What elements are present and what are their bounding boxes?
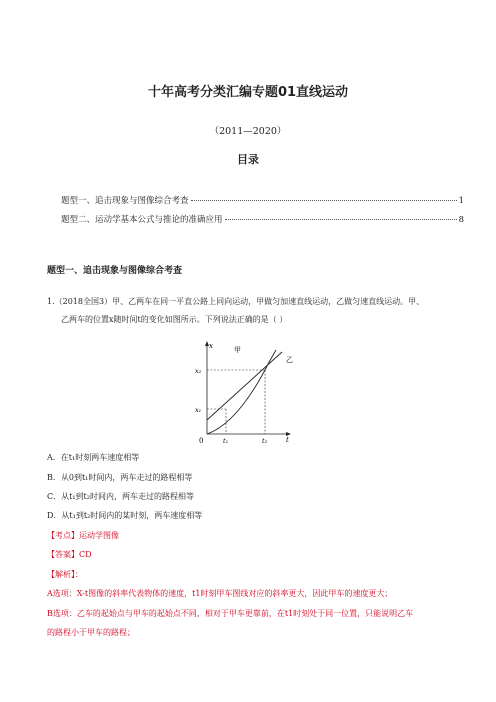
toc-entry-label: 题型二、运动学基本公式与推论的准确应用 [61,215,223,225]
x1-label: x₁ [195,406,202,414]
document-title: 十年高考分类汇编专题01直线运动 [147,85,349,100]
jia-curve [207,350,276,434]
t1-label: t₁ [223,437,229,445]
kaodian-line: 【考点】运动学图像 [47,531,119,540]
toc-entry-page: 8 [458,215,464,225]
explanation-b-line-1: B选项：乙车的起始点与甲车的起始点不同，相对于甲车更靠前，在t1时刻处于同一位置，只能说明乙车 [47,609,414,618]
origin-label: 0 [199,437,204,445]
toc-entry-1[interactable] [61,194,464,206]
x2-label: x₂ [195,367,202,375]
option-a: A．在t₁时刻两车速度相等 [47,453,140,462]
answer-line: 【答案】CD [47,550,92,559]
yi-label: 乙 [286,356,293,364]
toc-entry-page: 1 [458,196,464,206]
question-text-line-2: 乙两车的位置x随时间t的变化如图所示。下列说法正确的是（ ） [61,315,288,324]
position-time-graph [190,338,310,446]
t-axis-label: t [286,436,289,444]
toc-entry-label: 题型一、追击现象与图像综合考查 [61,196,189,206]
toc-entry-2[interactable] [61,213,464,225]
yi-line [207,352,282,420]
jia-label: 甲 [234,346,241,354]
explanation-a: A选项：X-t图像的斜率代表物体的速度，t1时刻甲车图线对应的斜率更大，因此甲车的速度更大； [47,589,393,598]
toc-heading: 目录 [237,153,259,166]
option-c: C．从t₁到t₂时间内，两车走过的路程相等 [47,492,194,501]
toc-leader [225,219,457,220]
section-heading: 题型一、追击现象与图像综合考查 [47,266,183,276]
year-range: （2011—2020） [209,126,287,137]
t2-label: t₂ [262,437,268,445]
x-axis-label: x [209,342,213,350]
option-d: D．从t₁到t₂时间内的某时刻，两车速度相等 [47,511,203,520]
analysis-heading: 【解析】： [47,570,83,579]
question-text-line-1: 1.（2018全国3）甲、乙两车在同一平直公路上同向运动，甲做匀加速直线运动，乙做匀速直线运动。甲、 [47,297,425,306]
option-b: B．从0到t₁时间内，两车走过的路程相等 [47,473,193,482]
explanation-b-line-2: 的路程小于甲车的路程； [47,628,135,637]
toc-leader [191,200,457,201]
